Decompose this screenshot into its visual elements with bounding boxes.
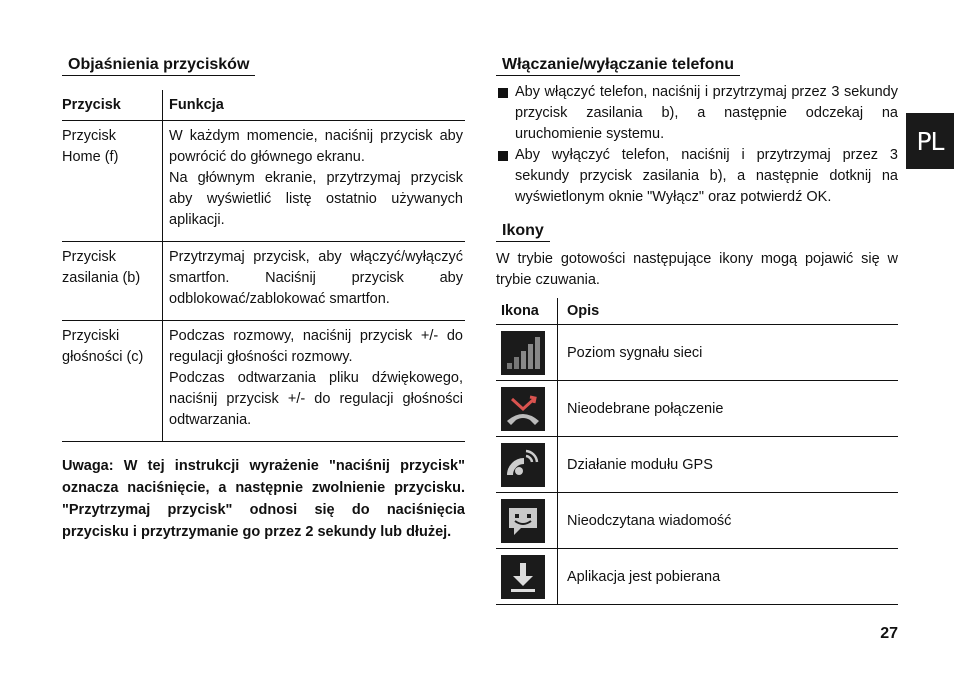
table-row xyxy=(496,381,898,437)
table-row xyxy=(62,321,465,442)
note-paragraph: Uwaga: W tej instrukcji wyrażenie "naciśnij przycisk" oznacza naciśnięcie, a następnie zwolnienie przycisku. "Przytrzymaj przycisk" odnosi się do naciśnięcia przycisku i przytrzymanie go przez 2 sekundy lub dłużej. xyxy=(62,458,465,540)
header-description: Opis xyxy=(558,298,899,325)
icon-description: Nieodczytana wiadomość xyxy=(558,493,899,549)
function-text: Na głównym ekranie, przytrzymaj przycisk aby wyświetlić listę ostatnio używanych aplikacji. xyxy=(169,170,463,228)
table-row xyxy=(62,121,465,242)
table-header-row xyxy=(62,90,465,121)
icon-description: Nieodebrane połączenie xyxy=(558,381,899,437)
table-header-row xyxy=(496,298,898,325)
function-text: Przytrzymaj przycisk, aby włączyć/wyłączyć smartfon. Naciśnij przycisk aby odblokować/zablokować smartfon. xyxy=(169,249,463,307)
icon-description: Poziom sygnału sieci xyxy=(558,325,899,381)
function-text: W każdym momencie, naciśnij przycisk aby powrócić do głównego ekranu. xyxy=(169,128,463,165)
button-name-line: Home (f) xyxy=(62,149,119,165)
bullet-text: Aby wyłączyć telefon, naciśnij i przytrzymaj przez 3 sekundy przycisk zasilania b), a następnie dotknij na wyświetlonym oknie "Wyłącz" oraz potwierdź OK. xyxy=(515,147,898,205)
button-name-cell xyxy=(62,121,163,242)
section-title-power: Włączanie/wyłączanie telefonu xyxy=(496,56,740,76)
function-text: Podczas rozmowy, naciśnij przycisk +/- do regulacji głośności rozmowy. xyxy=(169,328,463,365)
section-title-buttons: Objaśnienia przycisków xyxy=(62,56,255,76)
missed-call-icon xyxy=(501,387,545,431)
icons-table xyxy=(496,298,898,605)
unread-message-icon xyxy=(501,499,545,543)
list-item xyxy=(496,145,898,208)
button-name-line: zasilania (b) xyxy=(62,270,141,286)
power-bullets xyxy=(496,82,898,208)
function-cell xyxy=(163,242,466,321)
function-cell xyxy=(163,121,466,242)
language-tab: PL xyxy=(906,113,954,169)
bullet-square-icon xyxy=(498,88,508,98)
function-text: Podczas odtwarzania pliku dźwiękowego, naciśnij przycisk +/- do regulacji głośności odtwarzania. xyxy=(169,370,463,428)
bullet-text: Aby włączyć telefon, naciśnij i przytrzymaj przez 3 sekundy przycisk zasilania b), a następnie odczekaj na uruchomienie systemu. xyxy=(515,84,898,142)
header-button: Przycisk xyxy=(62,97,121,113)
gps-satellite-icon xyxy=(501,443,545,487)
list-item xyxy=(496,82,898,145)
section-title-icons: Ikony xyxy=(496,222,550,242)
icons-intro: W trybie gotowości następujące ikony mogą pojawić się w trybie czuwania. xyxy=(496,251,898,288)
table-row xyxy=(496,493,898,549)
buttons-table xyxy=(62,90,465,442)
button-name-line: Przycisk xyxy=(62,128,116,144)
table-row xyxy=(496,437,898,493)
function-cell xyxy=(163,321,466,442)
button-name-line: Przyciski xyxy=(62,328,120,344)
table-row xyxy=(496,325,898,381)
button-name-line: Przycisk xyxy=(62,249,116,265)
download-icon xyxy=(501,555,545,599)
icon-description: Działanie modułu GPS xyxy=(558,437,899,493)
header-function: Funkcja xyxy=(163,90,466,121)
button-name-cell xyxy=(62,242,163,321)
page-number: 27 xyxy=(880,625,898,642)
icon-description: Aplikacja jest pobierana xyxy=(558,549,899,605)
signal-bars-icon xyxy=(501,331,545,375)
table-row xyxy=(62,242,465,321)
bullet-square-icon xyxy=(498,151,508,161)
header-icon: Ikona xyxy=(501,303,539,319)
table-row xyxy=(496,549,898,605)
button-name-cell xyxy=(62,321,163,442)
button-name-line: głośności (c) xyxy=(62,349,144,365)
